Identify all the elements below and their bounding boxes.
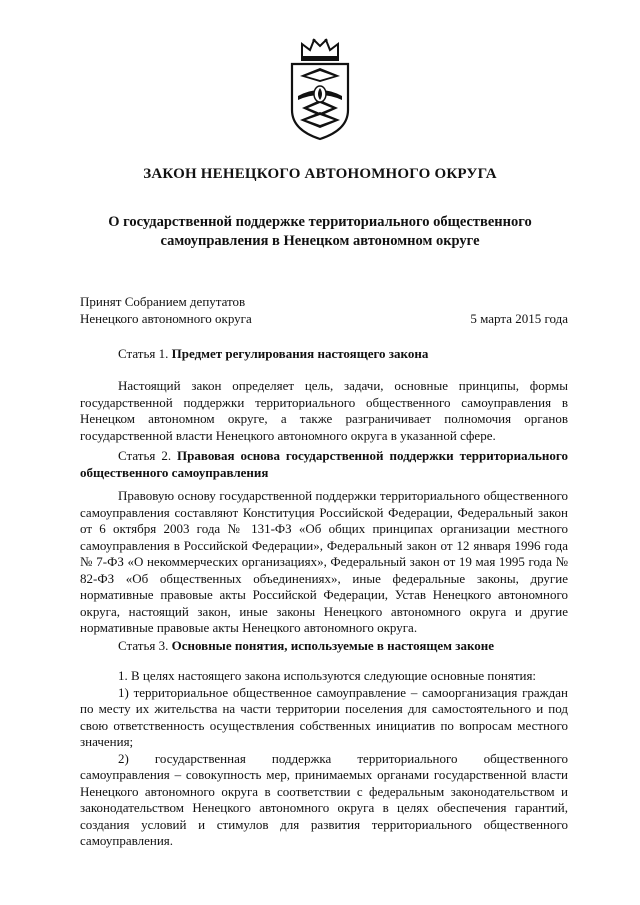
article-2-prefix: Статья 2. xyxy=(118,448,172,463)
article-1-body xyxy=(80,378,568,444)
article-2-body xyxy=(80,488,568,637)
article-2-paragraph: Правовую основу государственной поддержки территориального общественного самоуправления составляют Конституция Российской Федерации, Федеральный закон от 6 октября 2003 года № 131-ФЗ «Об общих принципах организации местного самоуправления в Российской Федерации», Федеральный закон от 12 января 1996 года № 7-ФЗ «О некоммерческих организациях», Федеральный закон от 19 мая 1995 года № 82-ФЗ «Об общественных объединениях», иные федеральные законы, другие нормативные правовые акты Российской Федерации, Устав Ненецкого автономного округа, настоящий закон, иные законы Ненецкого автономного округа и другие нормативные правовые акты Ненецкого автономного округа. xyxy=(80,488,568,635)
article-3-title: Основные понятия, используемые в настоящем законе xyxy=(171,638,495,653)
law-subtitle: О государственной поддержке территориального общественного самоуправления в Ненецком автономном округе xyxy=(108,214,532,249)
article-3-item-2: 2) государственная поддержка территориального общественного самоуправления – совокупность мер, принимаемых органами государственной власти Ненецкого автономного округа в соответствии с федеральным законодательством и законодательством Ненецкого автономного округа в целях обеспечения гарантий, создания условий и стимулов для развития территориального общественного самоуправления. xyxy=(80,750,568,848)
adoption-line-1: Принят Собранием депутатов xyxy=(80,294,246,309)
article-1-title: Предмет регулирования настоящего закона xyxy=(171,346,429,361)
adoption-line-2: Ненецкого автономного округа xyxy=(80,311,252,326)
article-1-paragraph: Настоящий закон определяет цель, задачи, основные принципы, формы государственной поддержки территориального общественного самоуправления в Ненецком автономном округе, а также разграничивает полномочия органов государственной власти Ненецкого автономного округа в указанной сфере. xyxy=(80,378,568,443)
article-2-heading xyxy=(80,448,568,481)
article-1-prefix: Статья 1. xyxy=(118,346,169,361)
article-3-body xyxy=(80,668,568,850)
adoption-date: 5 марта 2015 года xyxy=(470,311,568,326)
article-3-prefix: Статья 3. xyxy=(118,638,169,653)
adoption-block xyxy=(80,293,252,327)
article-3-intro: 1. В целях настоящего закона используются следующие основные понятия: xyxy=(118,668,537,683)
article-3-heading xyxy=(80,638,568,655)
article-2-title: Правовая основа государственной поддержки территориального общественного самоуправления xyxy=(80,448,568,480)
article-3-item-1: 1) территориальное общественное самоуправление – самоорганизация граждан по месту их жительства на части территории поселения для самостоятельного и под свою ответственность осуществления собственных инициатив по вопросам местного значения; xyxy=(80,684,568,749)
law-title: ЗАКОН НЕНЕЦКОГО АВТОНОМНОГО ОКРУГА xyxy=(143,166,497,182)
coat-of-arms-emblem xyxy=(288,38,352,142)
article-1-heading xyxy=(80,346,568,363)
